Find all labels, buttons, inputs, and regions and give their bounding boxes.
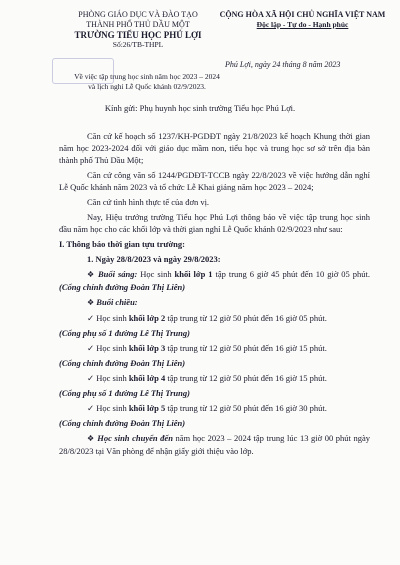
- grade3-pre: ✓ Học sinh: [87, 343, 129, 353]
- arrow-bullet-icon: ❖: [87, 270, 96, 279]
- school-name: TRƯỜNG TIỂU HỌC PHÚ LỢI: [74, 30, 202, 40]
- morning-grade: khối lớp 1: [174, 269, 213, 279]
- nation-block: [210, 10, 395, 30]
- paragraph-basis-2: Căn cứ công văn số 1244/PGDĐT-TCCB ngày 22/8/2023 về việc hướng dẫn nghỉ Lễ Quốc khánh năm 2023 và tổ chức Lễ Khai giảng năm học 2023 – 2024;: [59, 170, 370, 192]
- grade2-schedule: [59, 312, 370, 324]
- item-heading: 1. Ngày 28/8/2023 và ngày 29/8/2023:: [87, 254, 221, 264]
- document-body: [59, 130, 370, 460]
- grade4-pre: ✓ Học sinh: [87, 373, 129, 383]
- org-line-2: THÀNH PHỐ THỦ DẦU MỘT: [86, 20, 190, 29]
- grade5-gate: (Cổng chính đường Đoàn Thị Liên): [59, 418, 186, 428]
- grade4-gate: (Cổng phụ số 1 đường Lê Thị Trung): [59, 388, 190, 398]
- grade3-grade: khối lớp 3: [128, 343, 166, 353]
- grade2-post: tập trung từ 12 giờ 50 phút đến 16 giờ 05 phút.: [165, 313, 327, 323]
- grade5-pre: ✓ Học sinh: [87, 403, 129, 413]
- subject-line-2: và lịch nghỉ Lễ Quốc khánh 02/9/2023.: [88, 82, 206, 91]
- document-number: Số:26/TB-THPL: [112, 40, 164, 49]
- afternoon-label: Buổi chiều:: [96, 297, 138, 307]
- national-motto: Độc lập - Tự do - Hạnh phúc: [256, 20, 349, 29]
- grade3-gate: (Cổng chính đường Đoàn Thị Liên): [59, 358, 186, 368]
- morning-post: tập trung 6 giờ 45 phút đến 10 giờ 05 phút.: [212, 269, 371, 279]
- grade2-grade: khối lớp 2: [128, 313, 166, 323]
- issuer-block: [38, 10, 238, 50]
- arrow-bullet-icon: ❖: [87, 298, 95, 307]
- paragraph-basis-1: Căn cứ kế hoạch số 1237/KH-PGDĐT ngày 21/8/2023 kế hoạch Khung thời gian năm học 2023-2024 đối với giáo dục mầm non, tiểu học và trung học sơ sở trên địa bàn thành phố Thủ Dầu Một;: [59, 131, 370, 165]
- grade4-post: tập trung từ 12 giờ 50 phút đến 16 giờ 15 phút.: [165, 373, 327, 383]
- grade5-post: tập trung từ 12 giờ 50 phút đến 16 giờ 30 phút.: [165, 403, 327, 413]
- transfer-schedule: [59, 432, 370, 457]
- transfer-post: năm học 2023 – 2024 tập trung lúc 13 giờ 00 phút ngày 28/8/2023 tại Văn phòng để nhận giấy giới thiệu vào lớp.: [59, 433, 371, 456]
- arrow-bullet-icon: ❖: [87, 434, 95, 443]
- subject-line-1: Về việc tập trung học sinh năm học 2023 – 2024: [74, 72, 220, 81]
- grade4-grade: khối lớp 4: [128, 373, 166, 383]
- grade2-pre: ✓ Học sinh: [87, 313, 129, 323]
- afternoon-heading: [59, 296, 370, 309]
- subject-block: [62, 72, 232, 92]
- section-heading: I. Thông báo thời gian tựu trường:: [59, 239, 185, 249]
- recipient-line: Kính gửi: Phụ huynh học sinh trường Tiểu học Phú Lợi.: [104, 103, 296, 113]
- morning-schedule: [59, 268, 370, 293]
- transfer-label: Học sinh chuyển đến: [97, 433, 173, 443]
- grade3-schedule: [59, 342, 370, 354]
- grade4-schedule: [59, 372, 370, 384]
- nation-title: CỘNG HÒA XÃ HỘI CHỦ NGHĨA VIỆT NAM: [219, 10, 386, 19]
- grade5-grade: khối lớp 5: [128, 403, 166, 413]
- grade2-gate: (Cổng phụ số 1 đường Lê Thị Trung): [59, 328, 190, 338]
- place-date: Phú Lợi, ngày 24 tháng 8 năm 2023: [225, 60, 341, 69]
- morning-label: Buổi sáng:: [97, 269, 138, 279]
- paragraph-announcement: Nay, Hiệu trưởng trường Tiểu học Phú Lợi thông báo về việc tập trung học sinh đầu năm học cho các khối lớp và thời gian nghỉ Lễ Quốc khánh 02/9/2023 như sau:: [59, 212, 370, 234]
- paragraph-basis-3: Căn cứ tình hình thực tế của đơn vị.: [87, 197, 210, 207]
- grade5-schedule: [59, 402, 370, 414]
- org-line-1: PHÒNG GIÁO DỤC VÀ ĐÀO TẠO: [78, 10, 198, 19]
- grade3-post: tập trung từ 12 giờ 50 phút đến 16 giờ 15 phút.: [165, 343, 327, 353]
- morning-gate: (Cổng chính đường Đoàn Thị Liên): [59, 282, 186, 292]
- morning-pre: Học sinh: [137, 269, 175, 279]
